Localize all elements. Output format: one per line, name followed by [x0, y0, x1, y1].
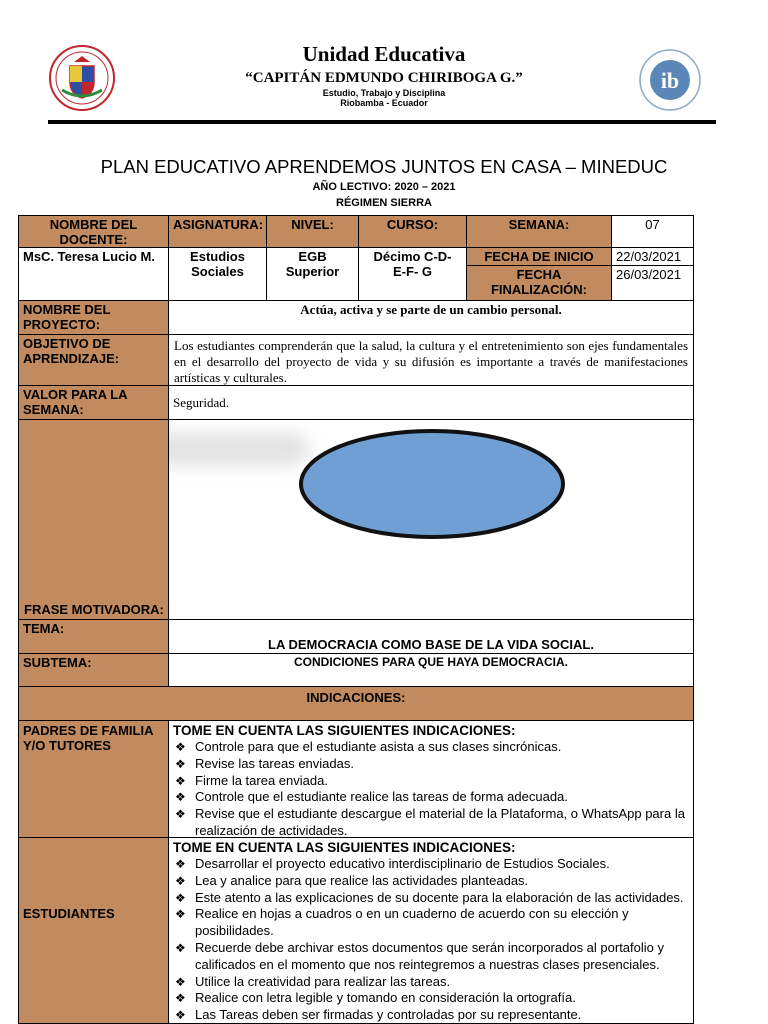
week-value: 07	[611, 215, 694, 248]
school-subtitle: “CAPITÁN EDMUNDO CHIRIBOGA G.”	[245, 70, 523, 86]
indication-item	[173, 789, 689, 806]
level-label: NIVEL:	[266, 215, 359, 248]
svg-text:ib: ib	[660, 68, 680, 93]
objective-label: OBJETIVO DE APRENDIZAJE:	[18, 334, 169, 386]
value-value: Seguridad.	[168, 385, 694, 420]
end-date-value: 26/03/2021	[611, 265, 694, 301]
phrase-label-cell	[18, 419, 169, 620]
indication-item	[173, 756, 689, 773]
diamond-bullet-icon: ❖	[175, 974, 186, 989]
subject-value: Estudios Sociales	[168, 247, 267, 301]
indication-text: Utilice la creatividad para realizar las tareas.	[195, 973, 451, 989]
students-label: ESTUDIANTES	[18, 837, 169, 1024]
indication-text: Desarrollar el proyecto educativo interdisciplinario de Estudios Sociales.	[195, 856, 610, 871]
phrase-label: FRASE MOTIVADORA:	[24, 602, 164, 617]
topic-value: LA DEMOCRACIA COMO BASE DE LA VIDA SOCIAL.	[168, 619, 694, 654]
indication-item	[173, 773, 689, 790]
indication-item	[173, 856, 689, 873]
diamond-bullet-icon: ❖	[175, 773, 186, 788]
diamond-bullet-icon: ❖	[175, 790, 186, 805]
header-divider	[48, 120, 716, 124]
parents-label: PADRES DE FAMILIA Y/O TUTORES	[18, 720, 169, 838]
indication-item	[173, 873, 689, 890]
indication-item	[173, 1007, 689, 1024]
blurred-text-smudge	[168, 432, 309, 466]
indication-item	[173, 940, 689, 974]
plan-title: PLAN EDUCATIVO APRENDEMOS JUNTOS EN CASA – MINEDUC	[100, 156, 668, 177]
course-value: Décimo C-D-E-F- G	[358, 247, 467, 301]
start-date-value: 22/03/2021	[611, 247, 694, 266]
diamond-bullet-icon: ❖	[175, 940, 186, 955]
students-heading: TOME EN CUENTA LAS SIGUIENTES INDICACIONES:	[173, 840, 516, 855]
parents-heading: TOME EN CUENTA LAS SIGUIENTES INDICACIONES:	[173, 723, 516, 738]
level-value: EGB Superior	[266, 247, 359, 301]
indication-text: Realice con letra legible y tomando en consideración la ortografía.	[195, 990, 576, 1006]
school-city: Riobamba - Ecuador	[340, 98, 428, 108]
phrase-cell	[168, 419, 694, 620]
indication-item	[173, 906, 689, 940]
diamond-bullet-icon: ❖	[175, 890, 186, 905]
diamond-bullet-icon: ❖	[175, 756, 186, 771]
indication-text: Controle que el estudiante realice las tareas de forma adecuada.	[195, 789, 568, 805]
indication-item	[173, 974, 689, 991]
course-label: CURSO:	[358, 215, 467, 248]
indication-text: Revise que el estudiante descargue el material de la Plataforma, o WhatsApp para la realización de actividades.	[195, 806, 685, 838]
school-year: AÑO LECTIVO: 2020 – 2021	[312, 181, 456, 193]
start-date-label: FECHA DE INICIO	[466, 247, 612, 266]
subtopic-label: SUBTEMA:	[18, 653, 169, 687]
indication-text: Lea y analice para que realice las actividades planteadas.	[195, 872, 529, 888]
indication-text: Realice en hojas a cuadros o en un cuaderno de acuerdo con su elección y posibilidades.	[195, 906, 629, 939]
indication-item	[173, 806, 689, 838]
indication-item	[173, 890, 689, 907]
indication-text: Las Tareas deben ser firmadas y controladas por su representante.	[195, 1007, 582, 1023]
school-motto: Estudio, Trabajo y Disciplina	[322, 88, 446, 98]
parents-list	[173, 739, 689, 838]
parents-indications	[168, 720, 694, 838]
topic-label: TEMA:	[18, 619, 169, 654]
students-indications	[168, 837, 694, 1024]
objective-value: Los estudiantes comprenderán que la salud, la cultura y el entretenimiento son ejes fundamentales en el desarrollo del proyecto de vida y su difusión es importante a través de manifestaciones artísticas y culturales.	[168, 334, 694, 386]
diamond-bullet-icon: ❖	[175, 857, 186, 871]
subtopic-value: CONDICIONES PARA QUE HAYA DEMOCRACIA.	[168, 653, 694, 687]
indication-text: Firme la tarea enviada.	[195, 772, 328, 788]
indication-item	[173, 739, 689, 756]
blue-ellipse-shape	[297, 426, 567, 542]
week-label: SEMANA:	[466, 215, 612, 248]
diamond-bullet-icon: ❖	[175, 907, 186, 922]
indication-text: Controle para que el estudiante asista a sus clases sincrónicas.	[195, 739, 562, 754]
diamond-bullet-icon: ❖	[175, 1008, 186, 1023]
value-label: VALOR PARA LA SEMANA:	[18, 385, 169, 420]
teacher-value: MsC. Teresa Lucio M.	[18, 247, 169, 301]
indication-item	[173, 990, 689, 1007]
indication-text: Este atento a las explicaciones de su docente para la elaboración de las actividades.	[195, 889, 684, 905]
students-list	[173, 856, 689, 1024]
ib-world-school-logo	[638, 48, 702, 112]
diamond-bullet-icon: ❖	[175, 740, 186, 754]
indication-text: Revise las tareas enviadas.	[195, 755, 354, 771]
subject-label: ASIGNATURA:	[168, 215, 267, 248]
diamond-bullet-icon: ❖	[175, 991, 186, 1006]
indication-text: Recuerde debe archivar estos documentos que serán incorporados al portafolio y calificados en el momento que nos reintegremos a nuestras clases presenciales.	[195, 939, 664, 972]
project-label: NOMBRE DEL PROYECTO:	[18, 300, 169, 335]
teacher-label: NOMBRE DEL DOCENTE:	[18, 215, 169, 248]
regime: RÉGIMEN SIERRA	[336, 197, 432, 209]
indications-header: INDICACIONES:	[18, 686, 694, 721]
project-value: Actúa, activa y se parte de un cambio personal.	[168, 300, 694, 335]
diamond-bullet-icon: ❖	[175, 807, 186, 822]
end-date-label: FECHA FINALIZACIÓN:	[466, 265, 612, 301]
school-name: Unidad Educativa	[302, 42, 466, 66]
diamond-bullet-icon: ❖	[175, 873, 186, 888]
